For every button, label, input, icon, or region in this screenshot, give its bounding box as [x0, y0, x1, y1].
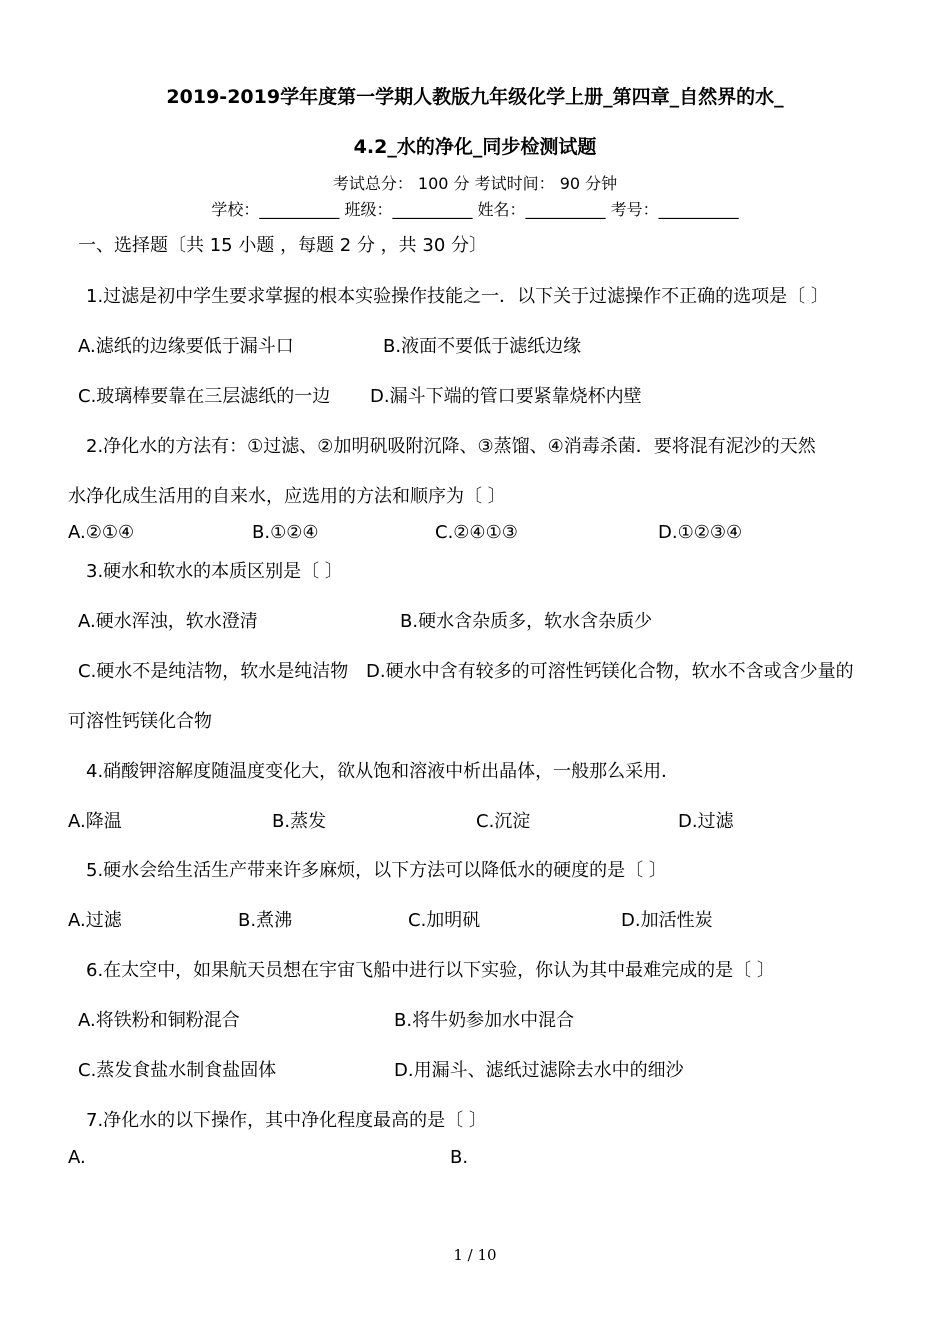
question-4-option-d: D.过滤 — [678, 811, 734, 832]
question-6-option-b: B.将牛奶参加水中混合 — [394, 1010, 575, 1031]
question-3-option-b: B.硬水含杂质多，软水含杂质少 — [400, 611, 653, 632]
question-6-option-d: D.用漏斗、滤纸过滤除去水中的细沙 — [394, 1060, 684, 1081]
question-2-option-b: B.①②④ — [252, 522, 319, 543]
question-4-option-b: B.蒸发 — [272, 811, 327, 832]
question-2-stem-line2: 水净化成生活用的自来水，应选用的方法和顺序为〔 〕 — [68, 486, 506, 507]
question-1-option-d: D.漏斗下端的管口要紧靠烧杯内壁 — [370, 386, 642, 407]
question-2-option-a: A.②①④ — [68, 522, 135, 543]
question-1-option-a: A.滤纸的边缘要低于漏斗口 — [78, 336, 294, 357]
question-1-option-c: C.玻璃棒要靠在三层滤纸的一边 — [78, 386, 331, 407]
question-7-option-b: B. — [450, 1147, 469, 1168]
question-5-option-d: D.加活性炭 — [621, 910, 713, 931]
question-4-option-c: C.沉淀 — [476, 811, 531, 832]
question-7-option-a: A. — [68, 1147, 86, 1168]
question-3-stem: 3.硬水和软水的本质区别是〔 〕 — [86, 561, 343, 582]
question-3-option-d-line2: 可溶性钙镁化合物 — [68, 711, 212, 732]
question-4-option-a: A.降温 — [68, 811, 122, 832]
question-6-option-c: C.蒸发食盐水制食盐固体 — [78, 1060, 277, 1081]
question-2-option-d: D.①②③④ — [658, 522, 743, 543]
question-3-option-a: A.硬水浑浊，软水澄清 — [78, 611, 258, 632]
question-1-stem: 1.过滤是初中学生要求掌握的根本实验操作技能之一．以下关于过滤操作不正确的选项是〔 〕 — [86, 286, 829, 307]
doc-title-line2: 4.2_水的净化_同步检测试题 — [353, 136, 597, 158]
question-6-stem: 6.在太空中，如果航天员想在宇宙飞船中进行以下实验，你认为其中最难完成的是〔 〕 — [86, 960, 775, 981]
question-5-option-c: C.加明矾 — [408, 910, 481, 931]
question-3-option-d-line1: D.硬水中含有较多的可溶性钙镁化合物，软水不含或含少量的 — [366, 661, 854, 682]
question-5-option-a: A.过滤 — [68, 910, 122, 931]
question-4-stem: 4.硝酸钾溶解度随温度变化大，欲从饱和溶液中析出晶体，一般那么采用． — [86, 761, 680, 782]
question-6-option-a: A.将铁粉和铜粉混合 — [78, 1010, 240, 1031]
section-heading: 一、选择题〔共 15 小题 ，每题 2 分 ，共 30 分〕 — [78, 235, 488, 256]
question-2-stem-line1: 2.净化水的方法有：①过滤、②加明矾吸附沉降、③蒸馏、④消毒杀菌．要将混有泥沙的天然 — [86, 436, 816, 457]
doc-title-line1: 2019-2019学年度第一学期人教版九年级化学上册_第四章_自然界的水_ — [166, 86, 784, 108]
question-2-option-c: C.②④①③ — [435, 522, 518, 543]
question-5-option-b: B.煮沸 — [238, 910, 293, 931]
question-7-stem: 7.净化水的以下操作，其中净化程度最高的是〔 〕 — [86, 1110, 487, 1131]
student-info: 学校：__________ 班级：__________ 姓名：__________ 考号：__________ — [211, 200, 739, 219]
page-number: 1 / 10 — [453, 1246, 497, 1264]
question-3-option-c: C.硬水不是纯洁物，软水是纯洁物 — [78, 661, 349, 682]
question-5-stem: 5.硬水会给生活生产带来许多麻烦，以下方法可以降低水的硬度的是〔 〕 — [86, 860, 667, 881]
exam-info: 考试总分： 100 分 考试时间： 90 分钟 — [332, 174, 618, 193]
question-1-option-b: B.液面不要低于滤纸边缘 — [383, 336, 582, 357]
